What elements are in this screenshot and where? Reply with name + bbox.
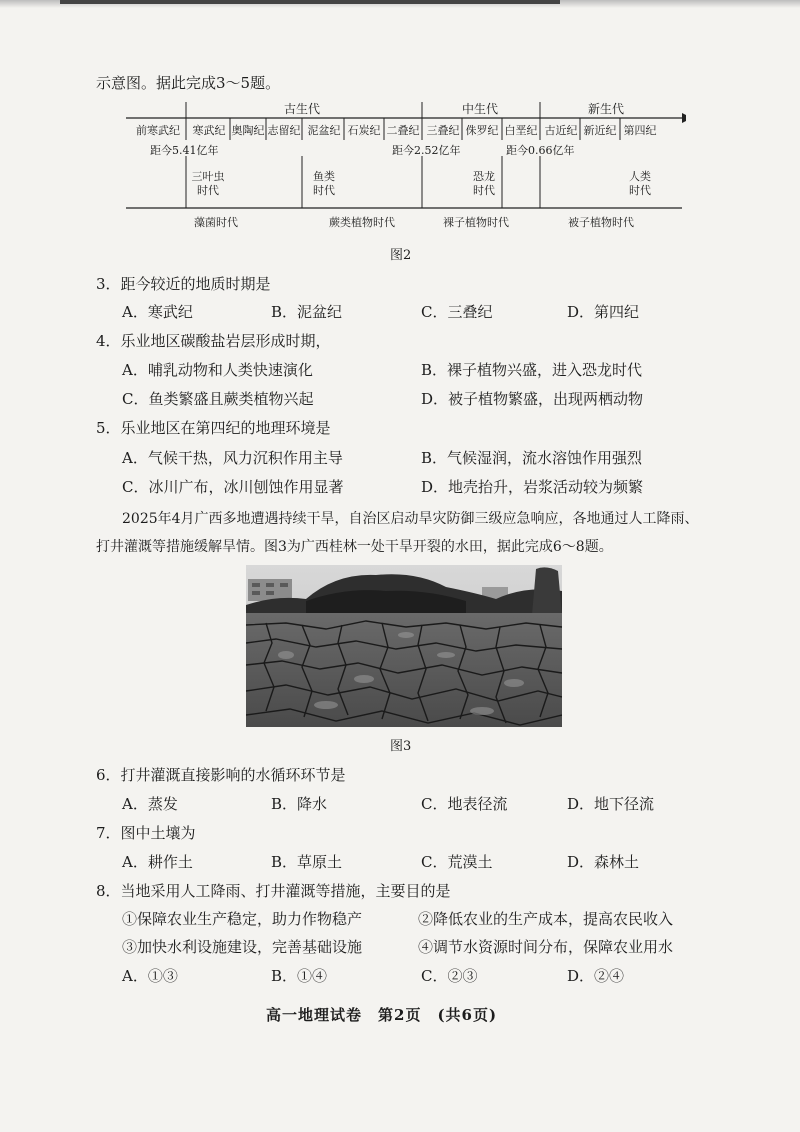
flora-fern: 蕨类植物时代	[329, 216, 395, 229]
q7-option-a[interactable]: A．耕作土	[122, 853, 193, 871]
q7-stem: 7．图中土壤为	[96, 824, 196, 842]
q8-statement-2: ②降低农业的生产成本，提高农民收入	[418, 910, 674, 928]
q3-option-d[interactable]: D．第四纪	[567, 303, 640, 321]
period-ordovician: 奥陶纪	[231, 124, 265, 137]
q7-option-d[interactable]: D．森林土	[567, 853, 640, 871]
period-quaternary: 第四纪	[623, 124, 657, 137]
life-trilobite: 三叶虫 时代	[191, 170, 225, 197]
q5-stem: 5．乐业地区在第四纪的地理环境是	[96, 419, 331, 437]
q7-option-c[interactable]: C．荒漠土	[421, 853, 493, 871]
life-dinosaur: 恐龙 时代	[473, 170, 495, 197]
q5-option-c[interactable]: C．冰川广布，冰川刨蚀作用显著	[122, 478, 344, 496]
mark-066: 距今0.66亿年	[506, 144, 575, 157]
q8-option-d[interactable]: D．②④	[567, 967, 625, 985]
period-triassic: 三叠纪	[426, 124, 460, 137]
mark-252: 距今2.52亿年	[392, 144, 461, 157]
period-cretaceous: 白垩纪	[504, 124, 538, 137]
passage-line2: 打井灌溉等措施缓解旱情。图3为广西桂林一处干旱开裂的水田，据此完成6～8题。	[96, 539, 613, 555]
q5-option-b[interactable]: B．气候湿润，流水溶蚀作用强烈	[421, 449, 643, 467]
period-paleogene: 古近纪	[544, 124, 578, 137]
life-fish: 鱼类 时代	[313, 170, 335, 197]
q6-option-a[interactable]: A．蒸发	[122, 795, 178, 813]
era-paleozoic: 古生代	[284, 102, 321, 116]
intro-text: 示意图。据此完成3～5题。	[96, 74, 281, 92]
period-silurian: 志留纪	[267, 124, 301, 137]
flora-algae: 藻菌时代	[194, 216, 238, 229]
q6-stem: 6．打井灌溉直接影响的水循环环节是	[96, 766, 346, 784]
life-human: 人类 时代	[629, 170, 651, 197]
q4-option-d[interactable]: D．被子植物繁盛，出现两栖动物	[421, 390, 644, 408]
passage-line1: 2025年4月广西多地遭遇持续干旱，自治区启动旱灾防御三级应急响应，各地通过人工降雨、	[122, 511, 699, 527]
page-footer: 高一地理试卷 第2页 (共6页)	[266, 1006, 498, 1024]
q6-option-c[interactable]: C．地表径流	[421, 795, 508, 813]
figure2-caption: 图2	[390, 248, 412, 263]
q8-statement-3: ③加快水利设施建设，完善基础设施	[122, 938, 363, 956]
period-neogene: 新近纪	[583, 124, 617, 137]
q3-option-a[interactable]: A．寒武纪	[122, 303, 193, 321]
q5-option-d[interactable]: D．地壳抬升，岩浆活动较为频繁	[421, 478, 644, 496]
period-carboniferous: 石炭纪	[347, 124, 381, 137]
q8-statement-1: ①保障农业生产稳定，助力作物稳产	[122, 910, 363, 928]
geologic-timeline	[126, 96, 686, 236]
q8-option-c[interactable]: C．②③	[421, 967, 478, 985]
q4-option-c[interactable]: C．鱼类繁盛且蕨类植物兴起	[122, 390, 314, 408]
flora-gymnosperm: 裸子植物时代	[443, 216, 509, 229]
q8-option-b[interactable]: B．①④	[271, 967, 328, 985]
period-permian: 二叠纪	[386, 124, 420, 137]
era-cenozoic: 新生代	[588, 102, 625, 116]
q3-option-b[interactable]: B．泥盆纪	[271, 303, 343, 321]
period-cambrian: 寒武纪	[192, 124, 226, 137]
flora-angiosperm: 被子植物时代	[568, 216, 634, 229]
period-precambrian: 前寒武纪	[136, 124, 180, 137]
q4-option-b[interactable]: B．裸子植物兴盛，进入恐龙时代	[421, 361, 643, 379]
figure3-caption: 图3	[390, 739, 412, 754]
q7-option-b[interactable]: B．草原土	[271, 853, 343, 871]
period-devonian: 泥盆纪	[307, 124, 341, 137]
q8-option-a[interactable]: A．①③	[122, 967, 178, 985]
dry-field-photo	[246, 565, 562, 727]
q6-option-d[interactable]: D．地下径流	[567, 795, 655, 813]
q5-option-a[interactable]: A．气候干热，风力沉积作用主导	[122, 449, 343, 467]
q6-option-b[interactable]: B．降水	[271, 795, 328, 813]
q8-statement-4: ④调节水资源时间分布，保障农业用水	[418, 938, 674, 956]
era-mesozoic: 中生代	[462, 102, 499, 116]
q3-stem: 3．距今较近的地质时期是	[96, 275, 271, 293]
mark-541: 距今5.41亿年	[150, 144, 219, 157]
period-jurassic: 侏罗纪	[465, 124, 499, 137]
q8-stem: 8．当地采用人工降雨、打井灌溉等措施，主要目的是	[96, 882, 451, 900]
q4-option-a[interactable]: A．哺乳动物和人类快速演化	[122, 361, 313, 379]
q4-stem: 4．乐业地区碳酸盐岩层形成时期，	[96, 332, 331, 350]
q3-option-c[interactable]: C．三叠纪	[421, 303, 493, 321]
scan-edge-dark	[60, 0, 560, 4]
